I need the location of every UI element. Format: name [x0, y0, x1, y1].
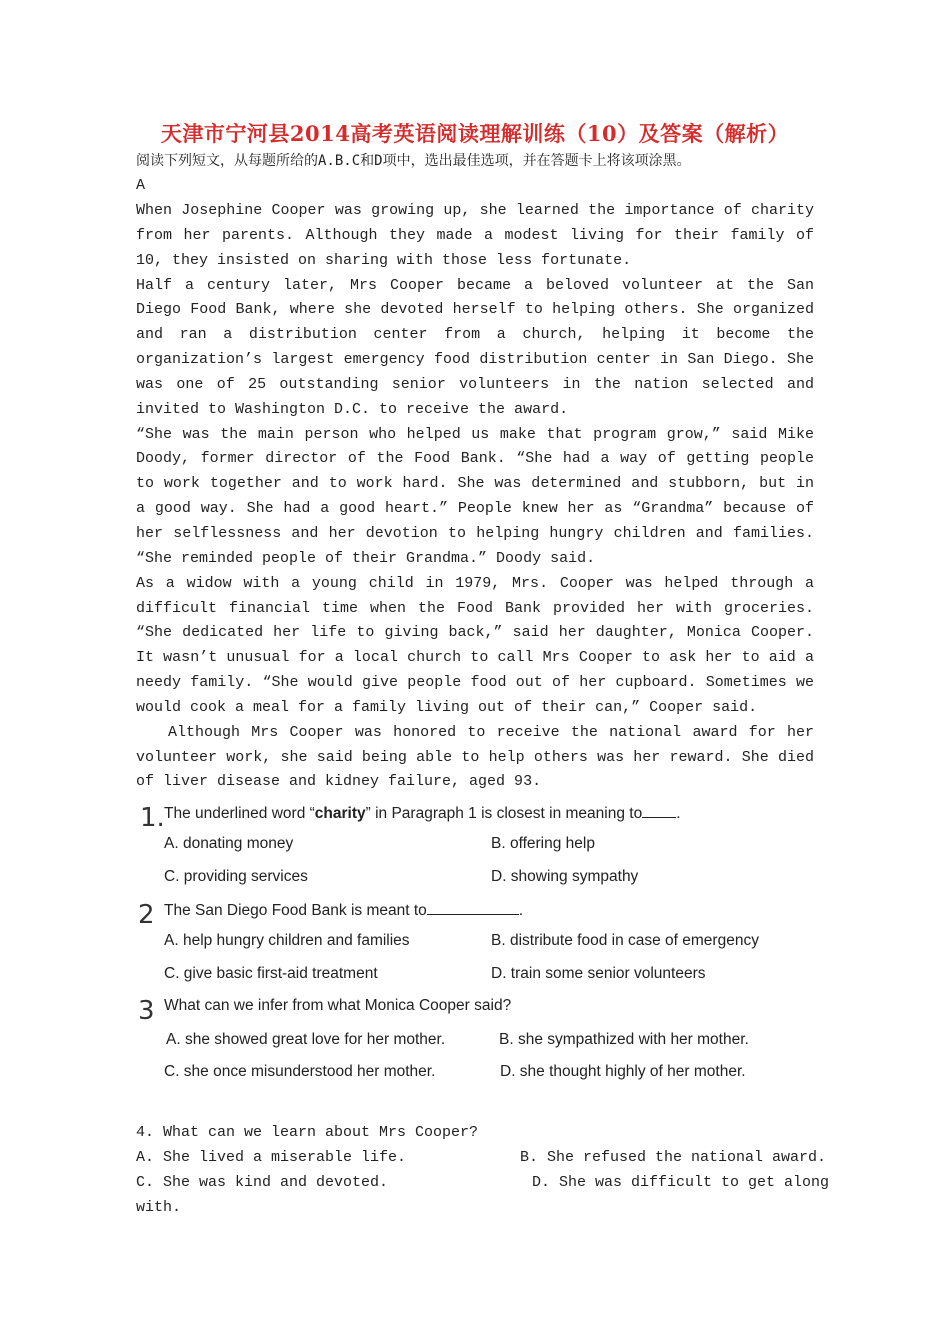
paragraph-2: Half a century later, Mrs Cooper became a beloved volunteer at the San Diego Food Bank, where she devoted herself to helping others. She organized and ran a distribution center from a church, helping it become the organization’s largest emergency food distribution center in San Diego. She was one of 25 outstanding senior volunteers in the nation selected and invited to Washington D.C. to receive the award. — [136, 276, 814, 418]
question-1-option-c[interactable]: C. providing services — [164, 868, 308, 885]
question-4-option-d-continuation: with. — [136, 1199, 182, 1216]
question-3-option-d[interactable]: D. she thought highly of her mother. — [500, 1063, 746, 1080]
question-4-option-d[interactable]: D. She was difficult to get along — [532, 1174, 830, 1191]
question-2-stem-end: . — [518, 902, 524, 919]
question-2-option-a[interactable]: A. help hungry children and families — [164, 932, 410, 949]
paragraph-3: “She was the main person who helped us make that program grow,” said Mike Doody, former director of the Food Bank. “She had a way of getting people to work together and to work hard. She was determined and stubborn, but in a good way. She had a good heart.” People knew her as “Grandma” because of her selflessness and her devotion to helping hungry children and families. “She reminded people of their Grandma.” Doody said. — [136, 425, 814, 567]
question-1-stem-end: . — [676, 805, 681, 822]
question-2-option-b[interactable]: B. distribute food in case of emergency — [491, 932, 759, 949]
answer-blank — [427, 900, 519, 915]
question-4-option-a[interactable]: A. She lived a miserable life. — [136, 1149, 407, 1166]
question-4-option-c[interactable]: C. She was kind and devoted. — [136, 1174, 389, 1191]
question-1-number: 1. — [140, 803, 165, 833]
question-1-stem — [164, 803, 681, 823]
question-1-option-d[interactable]: D. showing sympathy — [491, 868, 639, 885]
instructions: 阅读下列短文，从每题所给的A.B.C和D项中，选出最佳选项，并在答题卡上将该项涂黑。 — [136, 153, 691, 169]
question-3-option-a[interactable]: A. she showed great love for her mother. — [166, 1031, 446, 1048]
question-1-option-a[interactable]: A. donating money — [164, 835, 294, 852]
question-3-number: 3 — [138, 996, 155, 1026]
section-label: A — [136, 177, 146, 194]
question-3-stem: What can we infer from what Monica Cooper said? — [164, 997, 512, 1014]
reading-passage — [136, 199, 814, 795]
question-4-stem: 4. What can we learn about Mrs Cooper? — [136, 1124, 479, 1141]
paragraph-5: Although Mrs Cooper was honored to receive the national award for her volunteer work, she said being able to help others was her reward. She died of liver disease and kidney failure, aged 93. — [136, 723, 814, 791]
question-1-stem-after: ” in Paragraph 1 is closest in meaning to — [365, 805, 643, 822]
question-1-keyword: charity — [314, 805, 366, 822]
question-1-option-b[interactable]: B. offering help — [491, 835, 595, 852]
page-title: 天津市宁河县2014高考英语阅读理解训练（10）及答案（解析） — [160, 121, 790, 146]
question-1-stem-before: The underlined word “ — [164, 805, 315, 822]
question-4-option-b[interactable]: B. She refused the national award. — [520, 1149, 827, 1166]
question-3-option-c[interactable]: C. she once misunderstood her mother. — [164, 1063, 436, 1080]
question-2-option-d[interactable]: D. train some senior volunteers — [491, 965, 706, 982]
question-3-option-b[interactable]: B. she sympathized with her mother. — [499, 1031, 749, 1048]
answer-blank — [642, 803, 676, 818]
question-2-option-c[interactable]: C. give basic first-aid treatment — [164, 965, 378, 982]
question-2-stem — [164, 900, 523, 920]
paragraph-4: As a widow with a young child in 1979, Mrs. Cooper was helped through a difficult financial time when the Food Bank provided her with groceries. “She dedicated her life to giving back,” said her daughter, Monica Cooper. It wasn’t unusual for a local church to call Mrs Cooper to ask her to aid a needy family. “She would give people food out of her cupboard. Sometimes we would cook a meal for a family living out of their can,” Cooper said. — [136, 574, 814, 716]
question-2-number: 2 — [138, 900, 155, 930]
question-2-stem-before: The San Diego Food Bank is meant to — [164, 902, 427, 919]
paragraph-1: When Josephine Cooper was growing up, she learned the importance of charity from her parents. Although they made a modest living for their family of 10, they insisted on sharing with those less fortunate. — [136, 202, 814, 269]
